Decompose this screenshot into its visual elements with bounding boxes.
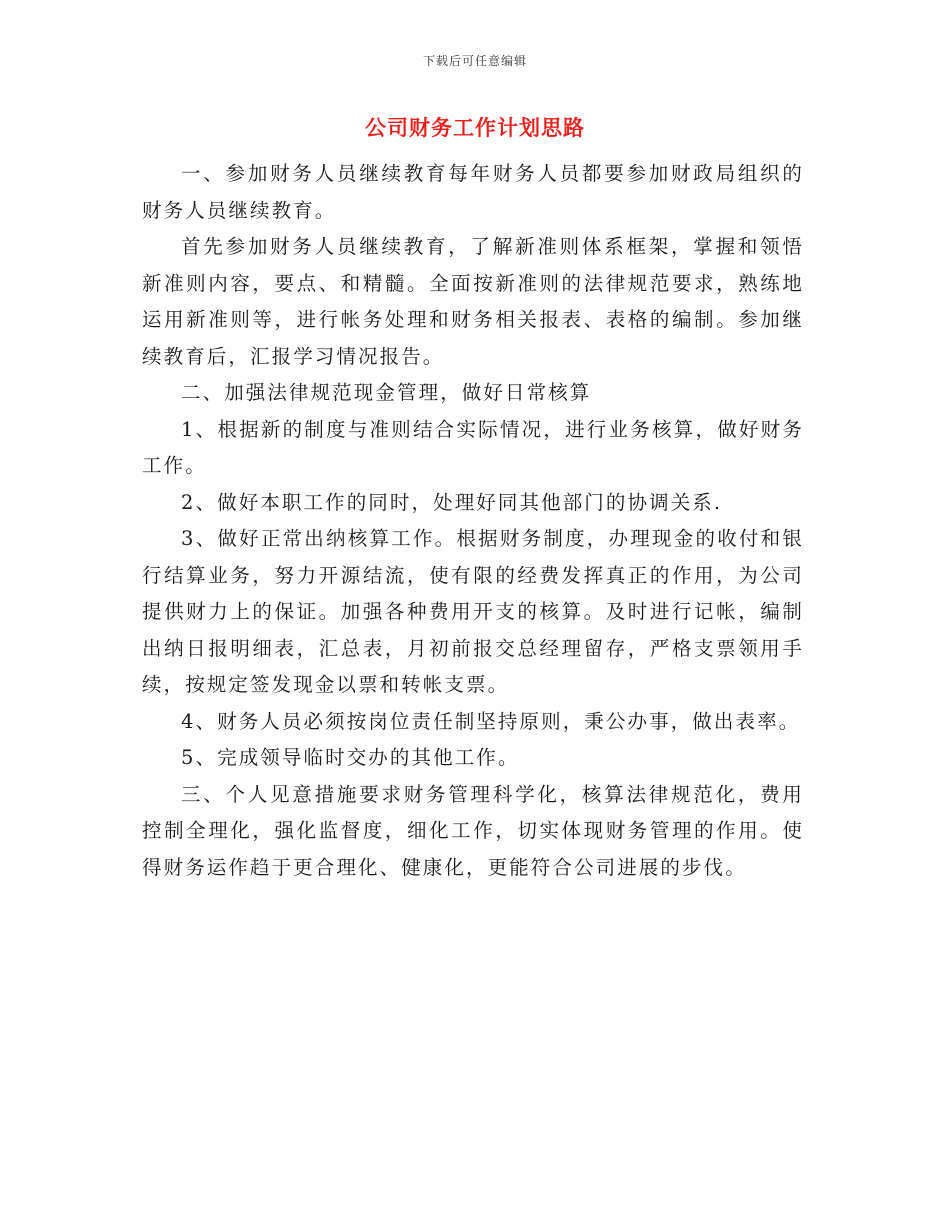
- section-heading-2: 二、加强法律规范现金管理，做好日常核算: [181, 381, 592, 404]
- list-item-1: 1、根据新的制度与准则结合实际情况，进行业务核算，做好财务工作。: [142, 417, 804, 477]
- page-header-note: 下载后可任意编辑: [422, 54, 527, 68]
- list-item-5: 5、完成领导临时交办的其他工作。: [181, 746, 520, 769]
- list-item-4: 4、财务人员必须按岗位责任制坚持原则，秉公办事，做出表率。: [181, 709, 801, 733]
- paragraph-2: 首先参加财务人员继续教育，了解新准则体系框架，掌握和领悟新准则内容，要点、和精髓。全面按新准则的法律规范要求，熟练地运用新准则等，进行帐务处理和财务相关报表、表格的编制。参加继续教育后，汇报学习情况报告。: [142, 235, 804, 368]
- section-paragraph-3: 三、个人见意措施要求财务管理科学化，核算法律规范化，费用控制全理化，强化监督度，细化工作，切实体现财务管理的作用。使得财务运作趋于更合理化、健康化，更能符合公司进展的步伐。: [142, 782, 804, 879]
- document-title: 公司财务工作计划思路: [365, 115, 585, 140]
- paragraph-1: 一、参加财务人员继续教育每年财务人员都要参加财政局组织的财务人员继续教育。: [142, 162, 804, 222]
- document-body: [142, 156, 804, 886]
- list-item-2: 2、做好本职工作的同时，处理好同其他部门的协调关系.: [181, 490, 723, 514]
- list-item-3: 3、做好正常出纳核算工作。根据财务制度，办理现金的收付和银行结算业务，努力开源结流，使有限的经费发挥真正的作用，为公司提供财力上的保证。加强各种费用开支的核算。及时进行记帐，编制出纳日报明细表，汇总表，月初前报交总经理留存，严格支票领用手续，按规定签发现金以票和转帐支票。: [142, 527, 804, 696]
